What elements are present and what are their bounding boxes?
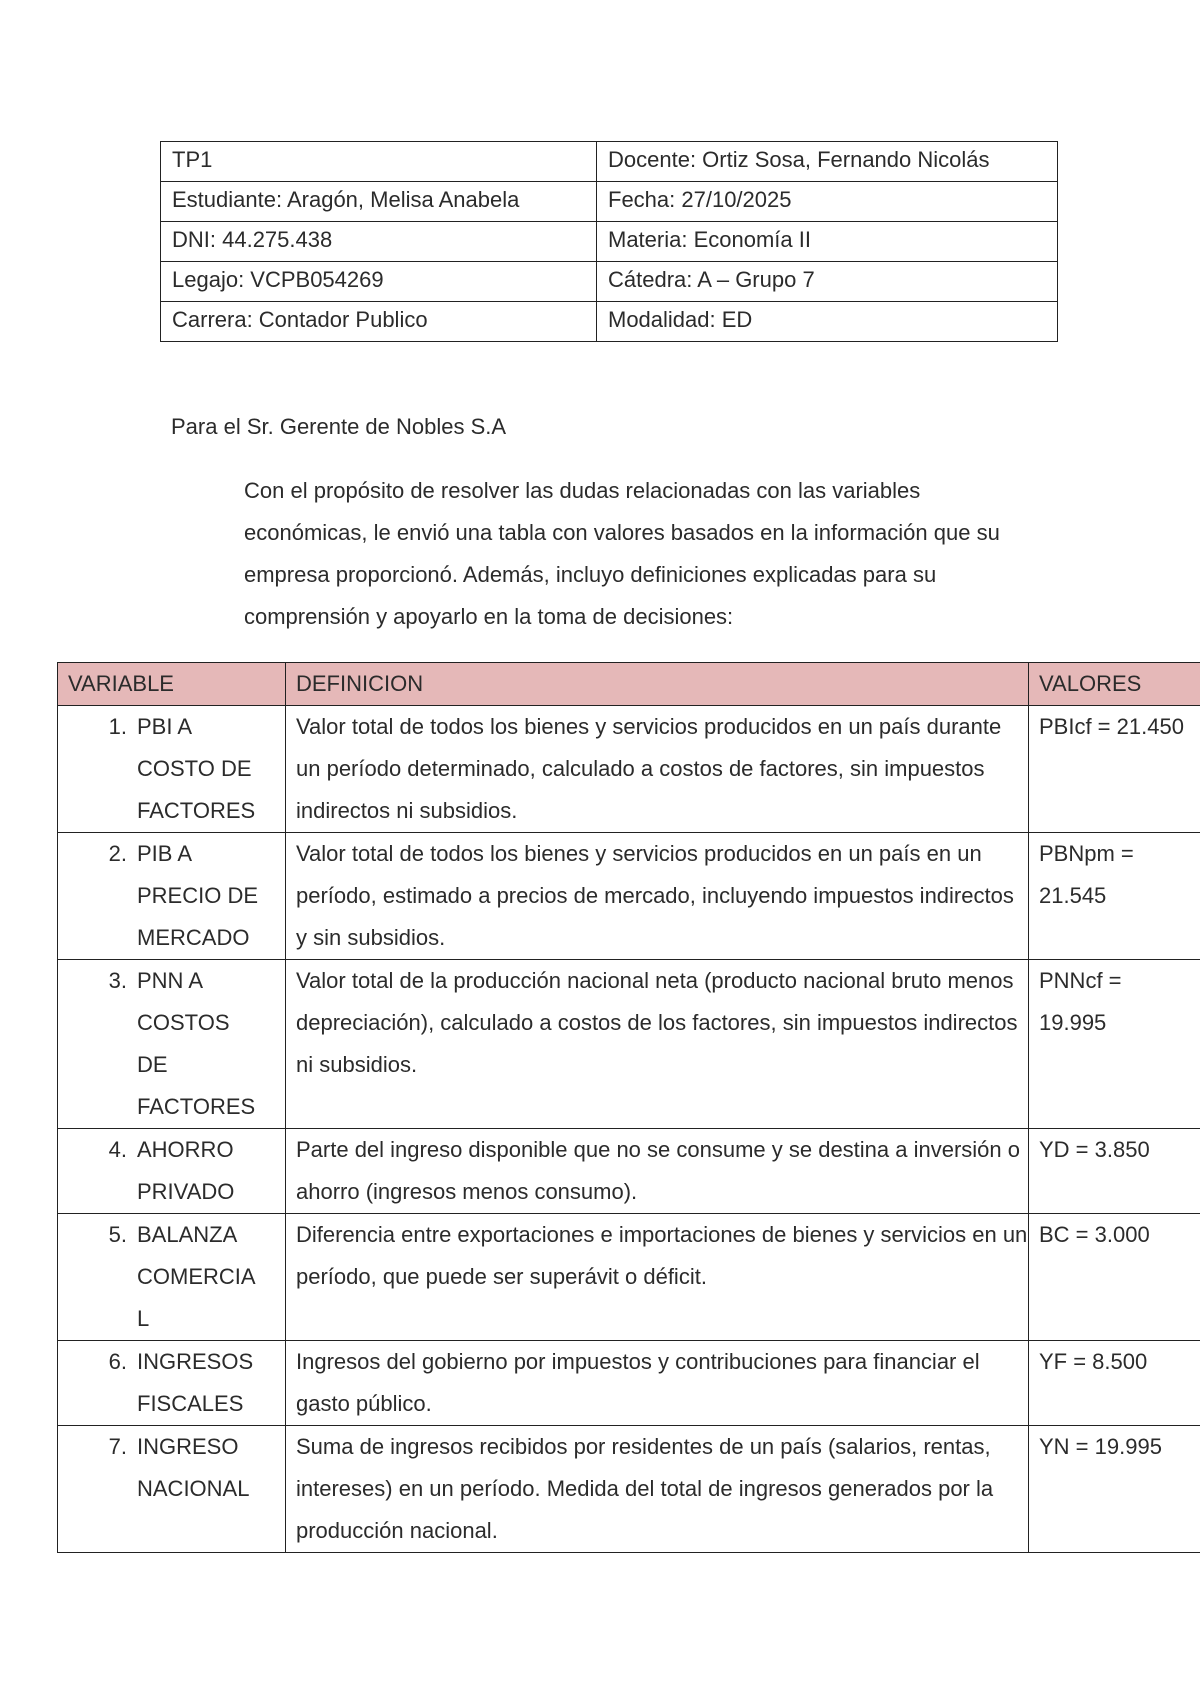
variable-cell bbox=[58, 1214, 286, 1341]
table-row bbox=[58, 833, 1200, 960]
variable-name: BALANZA COMERCIA L bbox=[137, 1222, 256, 1331]
variable-number: 1. bbox=[108, 714, 127, 739]
definition-cell: Parte del ingreso disponible que no se consume y se destina a inversión o ahorro (ingresos menos consumo). bbox=[286, 1129, 1029, 1214]
table-row bbox=[58, 1341, 1200, 1426]
definition-cell: Ingresos del gobierno por impuestos y contribuciones para financiar el gasto público. bbox=[286, 1341, 1029, 1426]
definition-cell: Suma de ingresos recibidos por residentes de un país (salarios, rentas, intereses) en un período. Medida del total de ingresos generados por la producción nacional. bbox=[286, 1426, 1029, 1553]
table-row bbox=[58, 1426, 1200, 1553]
info-cell: DNI: 44.275.438 bbox=[161, 222, 597, 262]
info-row bbox=[161, 222, 1058, 262]
variable-cell bbox=[58, 1341, 286, 1426]
value-cell bbox=[1029, 1129, 1200, 1214]
variable-name: INGRESO NACIONAL bbox=[137, 1434, 250, 1501]
table-row bbox=[58, 1129, 1200, 1214]
variable-number: 6. bbox=[108, 1349, 127, 1374]
info-cell: Cátedra: A – Grupo 7 bbox=[597, 262, 1058, 302]
variable-cell bbox=[58, 1129, 286, 1214]
variable-name: PIB A PRECIO DE MERCADO bbox=[137, 841, 259, 950]
value-cell bbox=[1029, 1426, 1200, 1553]
value-cell bbox=[1029, 706, 1200, 833]
value-text: BC = 3.000 bbox=[1039, 1222, 1150, 1247]
variable-cell bbox=[58, 1426, 286, 1553]
variables-table-header bbox=[58, 663, 1200, 706]
definition-cell: Valor total de todos los bienes y servicios producidos en un país durante un período determinado, calculado a costos de factores, sin impuestos indirectos ni subsidios. bbox=[286, 706, 1029, 833]
column-header-values: VALORES bbox=[1029, 663, 1200, 706]
variables-table bbox=[57, 662, 1200, 1553]
info-cell: Materia: Economía II bbox=[597, 222, 1058, 262]
info-cell: Modalidad: ED bbox=[597, 302, 1058, 342]
info-cell: Estudiante: Aragón, Melisa Anabela bbox=[161, 182, 597, 222]
variable-number: 3. bbox=[108, 968, 127, 993]
definition-cell: Valor total de todos los bienes y servicios producidos en un país en un período, estimado a precios de mercado, incluyendo impuestos indirectos y sin subsidios. bbox=[286, 833, 1029, 960]
table-row bbox=[58, 1214, 1200, 1341]
value-cell bbox=[1029, 833, 1200, 960]
variable-number: 2. bbox=[108, 841, 127, 866]
info-cell: Carrera: Contador Publico bbox=[161, 302, 597, 342]
value-text: PNNcf = 19.995 bbox=[1039, 968, 1122, 1035]
variable-name: PNN A COSTOS DE FACTORES bbox=[137, 968, 256, 1119]
intro-paragraph: Con el propósito de resolver las dudas relacionadas con las variables económicas, le envió una tabla con valores basados en la información que su empresa proporcionó. Además, incluyo definiciones explicadas para su comprensión y apoyarlo en la toma de decisiones: bbox=[244, 478, 1000, 629]
value-text: PBIcf = 21.450 bbox=[1039, 714, 1184, 739]
column-header-variable: VARIABLE bbox=[58, 663, 286, 706]
info-row bbox=[161, 142, 1058, 182]
variable-name: INGRESOS FISCALES bbox=[137, 1349, 254, 1416]
student-info-table bbox=[160, 141, 1058, 342]
info-cell: Fecha: 27/10/2025 bbox=[597, 182, 1058, 222]
value-text: YF = 8.500 bbox=[1039, 1349, 1148, 1374]
variable-name: AHORRO PRIVADO bbox=[137, 1137, 235, 1204]
definition-cell: Valor total de la producción nacional neta (producto nacional bruto menos depreciación), calculado a costos de los factores, sin impuestos indirectos ni subsidios. bbox=[286, 960, 1029, 1129]
info-row bbox=[161, 182, 1058, 222]
variable-number: 5. bbox=[108, 1222, 127, 1247]
table-row bbox=[58, 706, 1200, 833]
value-cell bbox=[1029, 1214, 1200, 1341]
column-header-definition: DEFINICION bbox=[286, 663, 1029, 706]
definition-cell: Diferencia entre exportaciones e importaciones de bienes y servicios en un período, que puede ser superávit o déficit. bbox=[286, 1214, 1029, 1341]
variable-number: 7. bbox=[108, 1434, 127, 1459]
info-cell: Docente: Ortiz Sosa, Fernando Nicolás bbox=[597, 142, 1058, 182]
info-row bbox=[161, 302, 1058, 342]
variable-number: 4. bbox=[108, 1137, 127, 1162]
value-text: YD = 3.850 bbox=[1039, 1137, 1150, 1162]
variable-cell bbox=[58, 960, 286, 1129]
info-cell: TP1 bbox=[161, 142, 597, 182]
info-row bbox=[161, 262, 1058, 302]
info-cell: Legajo: VCPB054269 bbox=[161, 262, 597, 302]
variable-cell bbox=[58, 706, 286, 833]
value-text: PBNpm = 21.545 bbox=[1039, 841, 1134, 908]
variable-cell bbox=[58, 833, 286, 960]
table-row bbox=[58, 960, 1200, 1129]
value-cell bbox=[1029, 960, 1200, 1129]
variable-name: PBI A COSTO DE FACTORES bbox=[137, 714, 256, 823]
value-text: YN = 19.995 bbox=[1039, 1434, 1162, 1459]
greeting: Para el Sr. Gerente de Nobles S.A bbox=[171, 414, 507, 439]
value-cell bbox=[1029, 1341, 1200, 1426]
